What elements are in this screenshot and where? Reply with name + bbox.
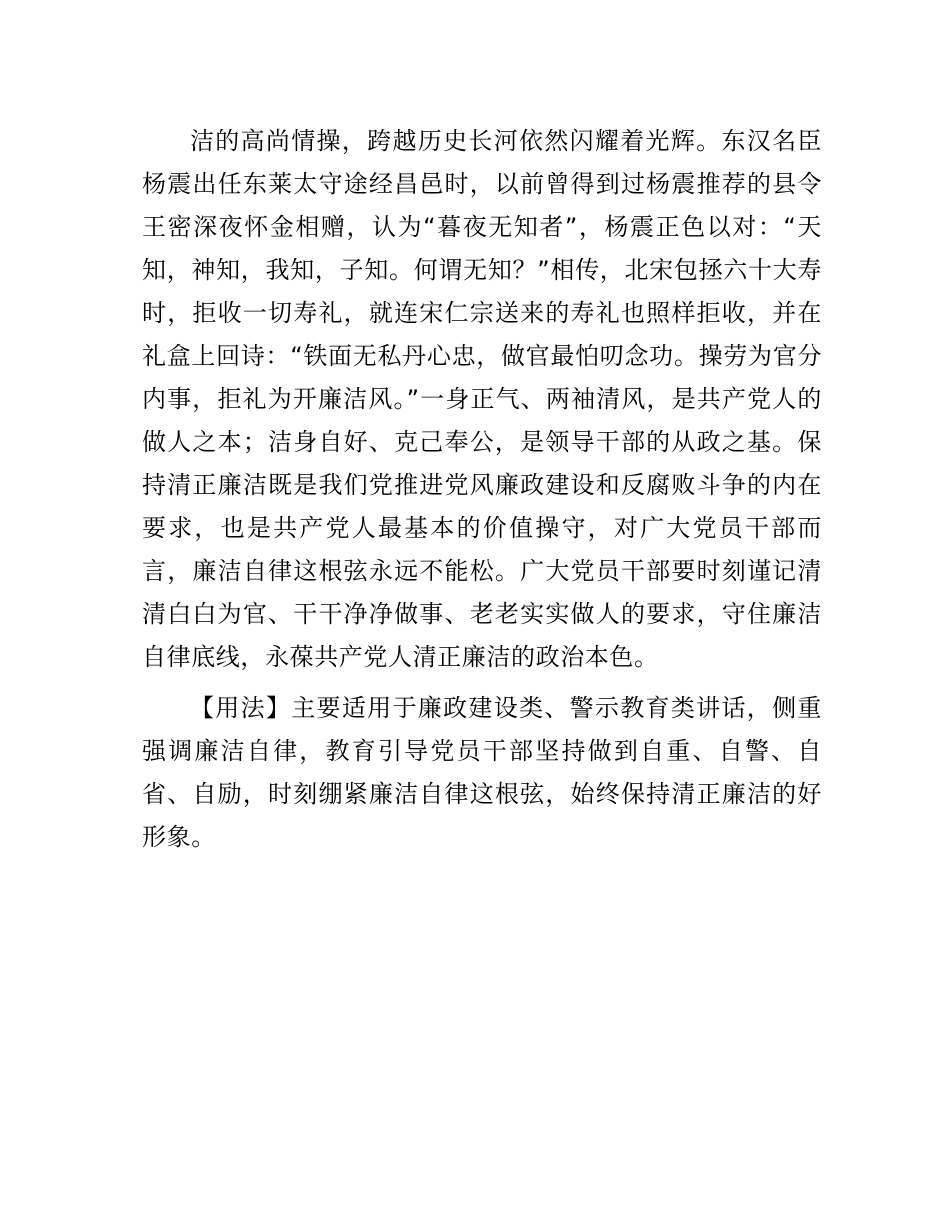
body-paragraph: 洁的高尚情操，跨越历史长河依然闪耀着光辉。东汉名臣杨震出任东莱太守途经昌邑时，以前曾得到过杨震推荐的县令王密深夜怀金相赠，认为“暮夜无知者”，杨震正色以对：“天知，神知，我知，子知。何谓无知？”相传，北宋包拯六十大寿时，拒收一切寿礼，就连宋仁宗送来的寿礼也照样拒收，并在礼盒上回诗：“铁面无私丹心忠，做官最怕叨念功。操劳为官分内事，拒礼为开廉洁风。”一身正气、两袖清风，是共产党人的做人之本；洁身自好、克己奉公，是领导干部的从政之基。保持清正廉洁既是我们党推进党风廉政建设和反腐败斗争的内在要求，也是共产党人最基本的价值操守，对广大党员干部而言，廉洁自律这根弦永远不能松。广大党员干部要时刻谨记清清白白为官、干干净净做事、老老实实做人的要求，守住廉洁自律底线，永葆共产党人清正廉洁的政治本色。 — [142, 127, 822, 671]
document-body — [142, 120, 822, 859]
usage-paragraph: 【用法】主要适用于廉政建设类、警示教育类讲话，侧重强调廉洁自律，教育引导党员干部坚持做到自重、自警、自省、自励，时刻绷紧廉洁自律这根弦，始终保持清正廉洁的好形象。 — [142, 694, 822, 851]
